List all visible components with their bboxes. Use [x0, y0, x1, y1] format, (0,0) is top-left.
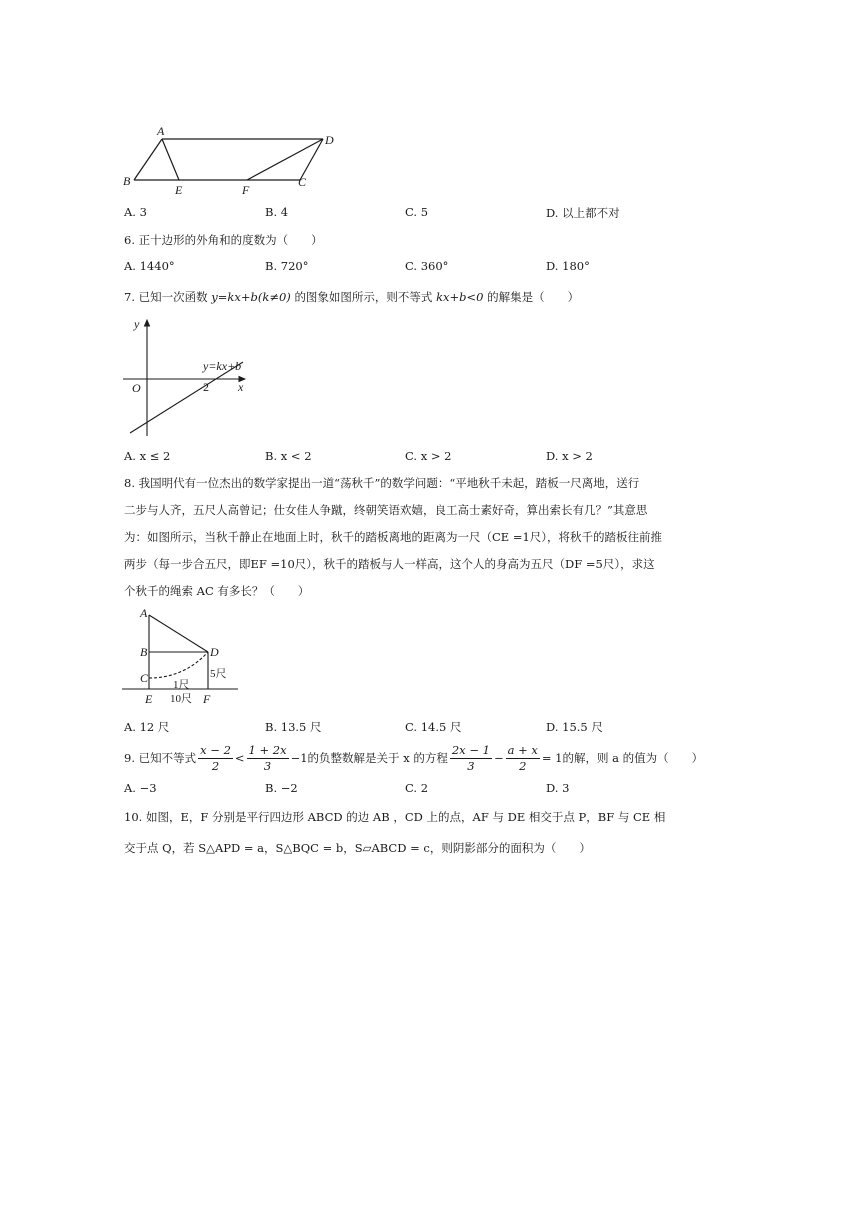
- q8-line-1: 8. 我国明代有一位杰出的数学家提出一道“荡秋千”的数学问题：“平地秋千未起，踏板一尺离地，送行: [124, 476, 640, 490]
- q6-stem: 6. 正十边形的外角和的度数为（ ）: [124, 233, 323, 247]
- q7-stem: [124, 289, 579, 305]
- q9-fraction-4: [506, 743, 540, 773]
- q7-option-a: A. x ≤ 2: [124, 449, 171, 463]
- q7-inequality: kx+b<0: [436, 290, 484, 304]
- q9-less-than: <: [234, 751, 245, 765]
- q9-fraction-1-num: x − 2: [200, 743, 231, 758]
- q8-line-4: 两步（每一步合五尺，即EF =10尺），秋千的踏板与人一样高，这个人的身高为五尺（DF =5尺），求这: [124, 557, 655, 571]
- label-ten-chi: 10尺: [170, 693, 192, 705]
- y-axis-label: y: [134, 317, 140, 331]
- q5-figure: [118, 122, 348, 197]
- q9-option-b: B. −2: [265, 781, 298, 795]
- q9-minus: −: [493, 751, 504, 765]
- q6-option-d: D. 180°: [546, 259, 590, 273]
- q9-fraction-1: [198, 743, 233, 773]
- label-c: C: [298, 175, 307, 189]
- q9-fraction-3: [450, 743, 492, 773]
- q7-option-b: B. x < 2: [265, 449, 312, 463]
- q7-stem-mid: 的图象如图所示，则不等式: [294, 290, 433, 304]
- q10-line-2: 交于点 Q，若 S△APD = a，S△BQC = b，S▱ABCD = c，则阴影部分的面积为（ ）: [124, 841, 591, 855]
- q5-option-a: A. 3: [124, 205, 147, 219]
- q7-function: y=kx+b(k≠0): [211, 290, 291, 304]
- q7-stem-pre: 7. 已知一次函数: [124, 290, 208, 304]
- q8-option-d: D. 15.5 尺: [546, 720, 603, 734]
- q6-option-c: C. 360°: [405, 259, 449, 273]
- segment-ab: [134, 139, 162, 180]
- rope-ad: [149, 615, 208, 652]
- q9-fraction-3-den: 3: [467, 758, 475, 773]
- segment-ae: [162, 139, 179, 180]
- q8-option-b: B. 13.5 尺: [265, 720, 322, 734]
- q9-mid: −1的负整数解是关于 x 的方程: [290, 751, 448, 765]
- q6-option-a: A. 1440°: [124, 259, 175, 273]
- label-c: C: [140, 671, 149, 685]
- q9-post: = 1的解，则 a 的值为（ ）: [541, 751, 704, 765]
- label-a: A: [157, 124, 165, 138]
- label-five-chi: 5尺: [210, 668, 227, 680]
- label-b: B: [123, 174, 131, 188]
- q9-pre: 9. 已知不等式: [124, 751, 197, 765]
- q8-line-5: 个秋千的绳索 AC 有多长？（ ）: [124, 584, 310, 598]
- q9-fraction-4-num: a + x: [507, 743, 538, 758]
- q6-option-b: B. 720°: [265, 259, 309, 273]
- q5-option-c: C. 5: [405, 205, 429, 219]
- label-a: A: [140, 606, 148, 620]
- label-d: D: [325, 133, 334, 147]
- q9-fraction-2: [247, 743, 289, 773]
- x-axis-label: x: [238, 380, 244, 394]
- q9-fraction-2-den: 3: [263, 758, 272, 773]
- q7-stem-post: 的解集是（ ）: [487, 290, 580, 304]
- q9-option-c: C. 2: [405, 781, 429, 795]
- q5-option-b: B. 4: [265, 205, 289, 219]
- q7-option-d: D. x > 2: [546, 449, 593, 463]
- function-label: y=kx+b: [203, 359, 242, 373]
- q7-graph: [118, 314, 258, 439]
- q9-fraction-1-den: 2: [211, 758, 220, 773]
- label-f: F: [242, 183, 250, 197]
- swing-arc: [149, 652, 208, 678]
- label-b: B: [140, 645, 148, 659]
- q10-line-1: 10. 如图，E，F 分别是平行四边形 ABCD 的边 AB ，CD 上的点，AF 与 DE 相交于点 P，BF 与 CE 相: [124, 810, 666, 824]
- label-d: D: [210, 645, 219, 659]
- q8-option-c: C. 14.5 尺: [405, 720, 462, 734]
- q9-fraction-3-num: 2x − 1: [451, 743, 490, 758]
- q8-swing-figure: [118, 605, 243, 710]
- q9-stem: [124, 738, 703, 778]
- label-one-chi: 1尺: [173, 679, 190, 691]
- q8-line-2: 二步与人齐，五尺人高曾记；仕女佳人争蹴，终朝笑语欢嬉，良工高士素好奇，算出索长有几？”其意思: [124, 503, 648, 517]
- q9-fraction-2-num: 1 + 2x: [248, 743, 287, 758]
- q8-line-3: 为：如图所示，当秋千静止在地面上时，秋千的踏板离地的距离为一尺（CE =1尺），将秋千的踏板往前推: [124, 530, 663, 544]
- q9-option-a: A. −3: [124, 781, 157, 795]
- q8-option-a: A. 12 尺: [124, 720, 170, 734]
- q7-option-c: C. x > 2: [405, 449, 452, 463]
- label-e: E: [175, 183, 183, 197]
- label-f: F: [203, 692, 211, 706]
- q9-fraction-4-den: 2: [519, 758, 527, 773]
- label-e: E: [145, 692, 153, 706]
- q9-option-d: D. 3: [546, 781, 570, 795]
- origin-label: O: [132, 381, 141, 395]
- x-intercept-label: 2: [203, 380, 209, 394]
- q5-option-d: D. 以上都不对: [546, 206, 620, 220]
